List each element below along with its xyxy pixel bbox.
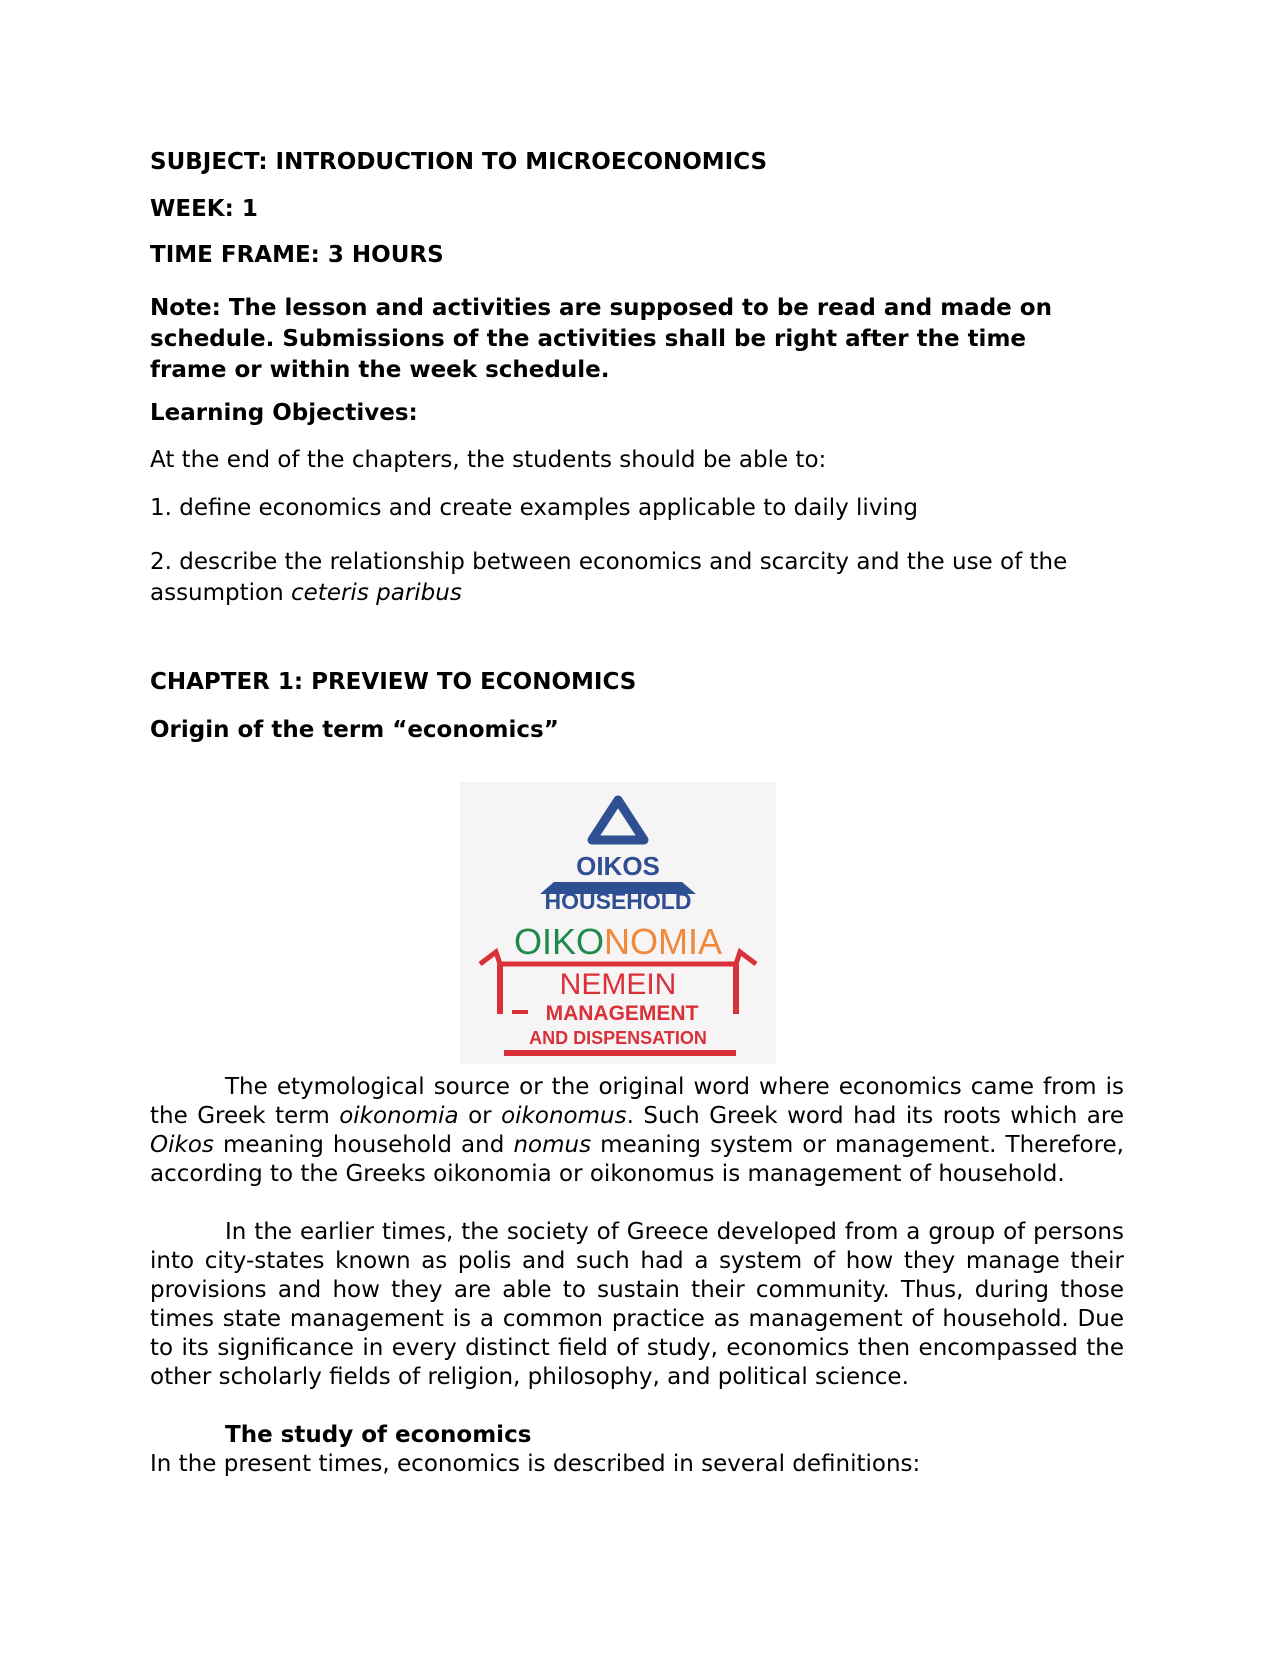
oikonomia-illustration (460, 782, 776, 1064)
nemein-label: NEMEIN (559, 968, 677, 1001)
objective-item-1: 1. define economics and create examples applicable to daily living (150, 495, 918, 521)
delta-triangle-icon (592, 800, 644, 840)
chapter-title: CHAPTER 1: PREVIEW TO ECONOMICS (150, 669, 637, 695)
oikonomia-drawing (460, 782, 776, 1064)
study-intro: In the present times, economics is described in several definitions: (150, 1451, 921, 1477)
schedule-note: Note: The lesson and activities are supposed to be read and made on schedule. Submissions of the activities shall be right after the time frame or within the week schedule. (150, 295, 1052, 383)
dispensation-label: AND DISPENSATION (529, 1028, 707, 1048)
study-heading: The study of economics (225, 1422, 532, 1448)
nomia-part: NOMIA (604, 921, 723, 962)
objectives-heading: Learning Objectives: (150, 400, 418, 426)
time-frame-line: TIME FRAME: 3 HOURS (150, 242, 444, 268)
oiko-part: OIKO (513, 921, 605, 962)
objective-item-2-text: 2. describe the relationship between economics and scarcity and the use of the assumption (150, 549, 1068, 606)
household-label: HOUSEHOLD (544, 888, 692, 914)
etymology-text-1: The etymological source or the original word where economics came from is the Greek term (150, 1074, 1124, 1129)
etymology-text-3: . Such Greek word had its roots which are (626, 1103, 1124, 1129)
etymology-paragraph (150, 1073, 1124, 1189)
oikonomia-label (514, 921, 722, 962)
etymology-text-2: or (458, 1103, 502, 1129)
objective-item-2-italic: ceteris paribus (291, 580, 462, 606)
objectives-intro: At the end of the chapters, the students should be able to: (150, 447, 827, 473)
etymology-italic-3: Oikos (150, 1132, 214, 1158)
etymology-italic-2: oikonomus (501, 1103, 627, 1129)
management-label: MANAGEMENT (545, 1002, 699, 1025)
oikos-label: OIKOS (576, 851, 660, 881)
week-line: WEEK: 1 (150, 196, 258, 222)
objective-item-2 (150, 547, 1110, 609)
red-base (504, 1050, 736, 1056)
etymology-italic-1: oikonomia (339, 1103, 459, 1129)
origin-heading: Origin of the term “economics” (150, 717, 559, 743)
subject-line: SUBJECT: INTRODUCTION TO MICROECONOMICS (150, 149, 768, 175)
etymology-text-4: meaning household and (213, 1132, 514, 1158)
etymology-text-5: meaning system or management. Therefore, according to the Greeks oikonomia or oikonomus is management of household. (150, 1132, 1124, 1187)
greece-history-paragraph: In the earlier times, the society of Greece developed from a group of persons into city-states known as polis and such had a system of how they manage their provisions and how they are able to sustain their community. Thus, during those times state management is a common practice as management of household. Due to its significance in every distinct field of study, economics then encompassed the other scholarly fields of religion, philosophy, and political science. (150, 1219, 1124, 1390)
etymology-italic-4: nomus (513, 1132, 592, 1158)
